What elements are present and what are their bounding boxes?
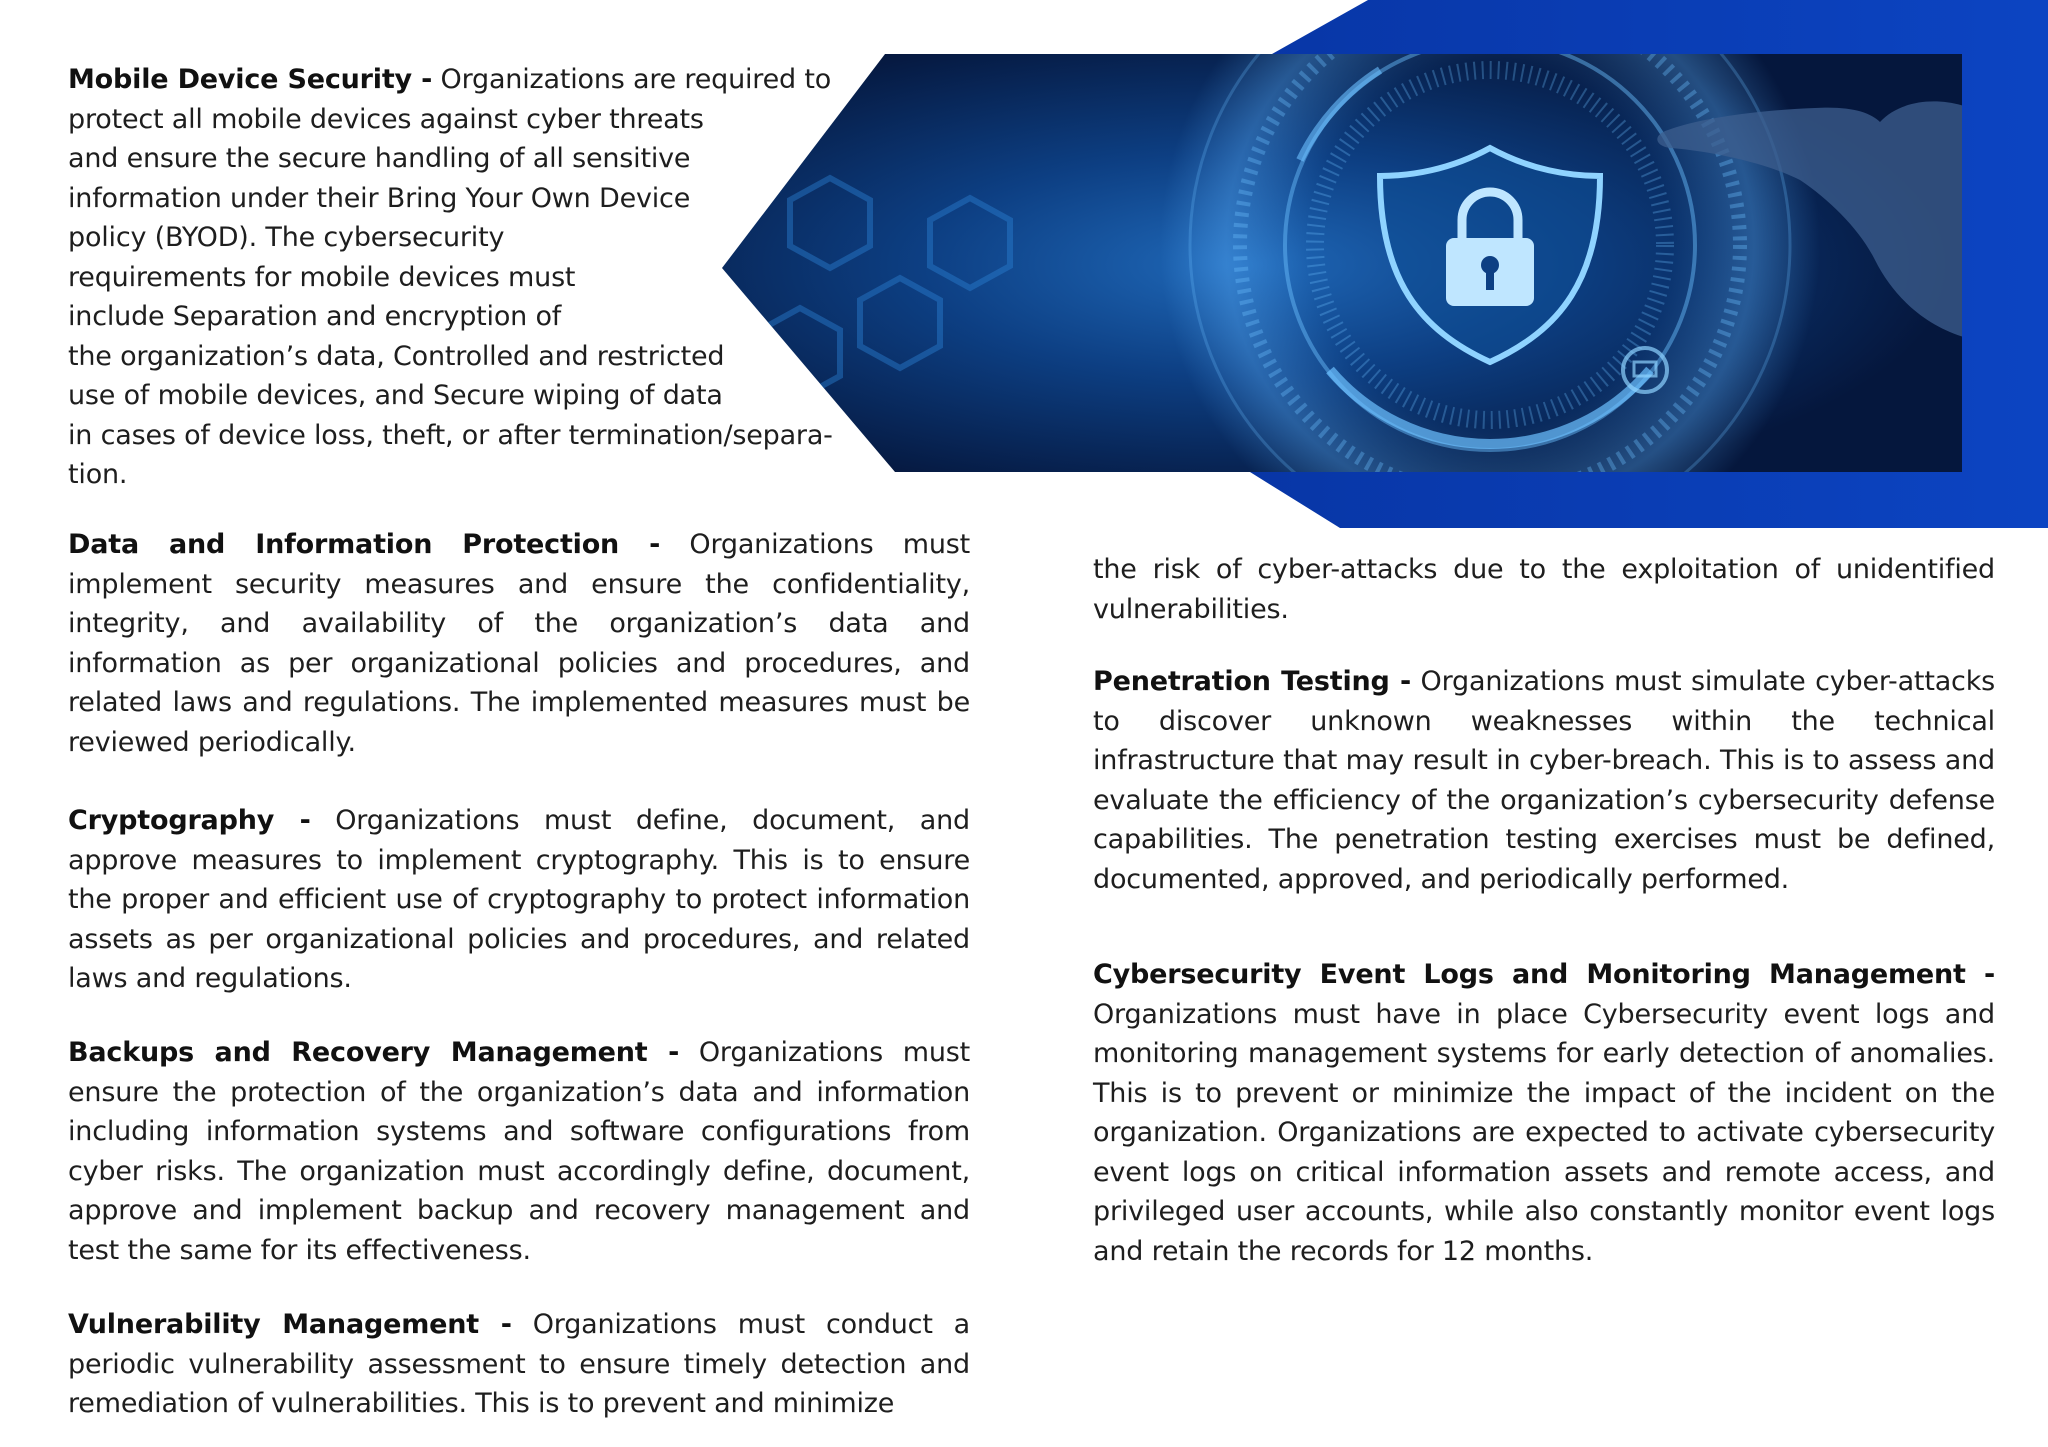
event-logs-paragraph xyxy=(1093,955,1995,1271)
mobile-line-4: information under their Bring Your Own Device xyxy=(68,182,691,214)
penetration-testing-body: Organizations must simulate cyber-attacks to discover unknown weaknesses within the technical infrastructure that may result in cyber-breach. This is to assess and evaluate the efficiency of the organization’s cybersecurity defense capabilities. The penetration testing exercises must be defined, documented, approved, and periodically performed. xyxy=(1093,666,1995,895)
data-protection-paragraph xyxy=(68,525,970,762)
mobile-line-7: include Separation and encryption of xyxy=(68,301,562,332)
vulnerability-paragraph xyxy=(68,1305,970,1424)
mobile-line-1: Mobile Device Security - Organizations are required to xyxy=(68,64,832,95)
cryptography-paragraph xyxy=(68,801,970,999)
penetration-testing-title: Penetration Testing - xyxy=(1093,666,1412,697)
mobile-line-5: policy (BYOD). The cybersecurity xyxy=(68,222,505,253)
event-logs-body: Organizations must have in place Cybersecurity event logs and monitoring management systems for early detection of anomalies. This is to prevent or minimize the impact of the incident on the organization. Organizations are expected to activate cybersecurity event logs on critical information assets and remote access, and privileged user accounts, while also constantly monitor event logs and retain the records for 12 months. xyxy=(1093,998,1995,1267)
mobile-line-11: tion. xyxy=(68,459,128,490)
cryptography-title: Cryptography - xyxy=(68,805,311,836)
backups-paragraph xyxy=(68,1033,970,1270)
mobile-device-security-paragraph xyxy=(68,60,968,495)
penetration-testing-paragraph xyxy=(1093,662,1995,899)
vulnerability-body: Organizations must conduct a periodic vulnerability assessment to ensure timely detection and remediation of vulnerabilities. This is to prevent and minimize xyxy=(68,1309,970,1419)
mobile-line-8: the organization’s data, Controlled and restricted xyxy=(68,340,725,372)
event-logs-title: Cybersecurity Event Logs and Monitoring Management - xyxy=(1093,959,1995,990)
mobile-line-10: in cases of device loss, theft, or after termination/separa- xyxy=(68,419,833,451)
mobile-device-security-title: Mobile Device Security - xyxy=(68,64,433,95)
mobile-line-2: protect all mobile devices against cyber threats xyxy=(68,103,704,135)
cryptography-body: Organizations must define, document, and approve measures to implement cryptography. This is to ensure the proper and efficient use of cryptography to protect information assets as per organizational policies and procedures, and related laws and regulations. xyxy=(68,805,970,994)
mobile-line-6: requirements for mobile devices must xyxy=(68,261,576,293)
vulnerability-continuation: the risk of cyber-attacks due to the exploitation of unidentified vulnerabilities. xyxy=(1093,554,1995,625)
mobile-line-3: and ensure the secure handling of all sensitive xyxy=(68,143,691,174)
backups-body: Organizations must ensure the protection of the organization’s data and information including information systems and software configurations from cyber risks. The organization must accordingly define, document, approve and implement backup and recovery management and test the same for its effectiveness. xyxy=(68,1037,970,1266)
data-protection-title: Data and Information Protection - xyxy=(68,529,661,560)
data-protection-body: Organizations must implement security measures and ensure the confidentiality, integrity, and availability of the organization’s data and information as per organizational policies and procedures, and related laws and regulations. The implemented measures must be reviewed periodically. xyxy=(68,529,970,758)
mobile-line-9: use of mobile devices, and Secure wiping of data xyxy=(68,380,723,411)
backups-title: Backups and Recovery Management - xyxy=(68,1037,680,1068)
vulnerability-continuation-paragraph xyxy=(1093,550,1995,629)
vulnerability-title: Vulnerability Management - xyxy=(68,1309,512,1340)
